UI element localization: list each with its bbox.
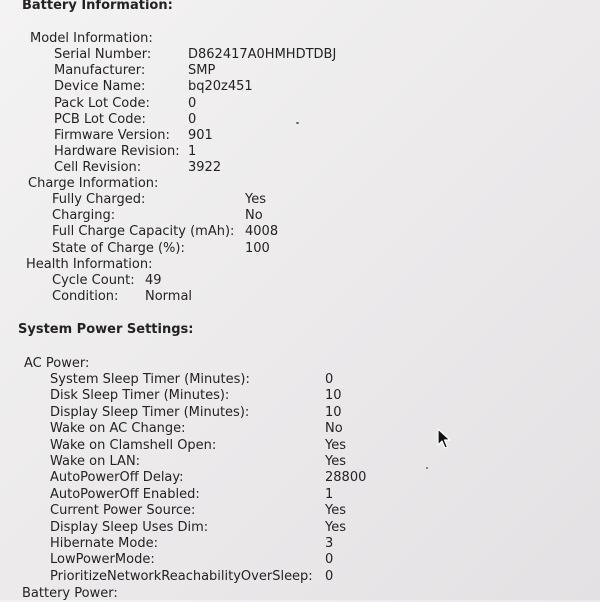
model-row-key: PCB Lot Code: — [54, 111, 146, 127]
charge-row-value: 100 — [245, 240, 270, 256]
model-row-key: Device Name: — [54, 79, 146, 95]
ac-power-row-key: Disk Sleep Timer (Minutes): — [50, 388, 230, 404]
charge-row-value: Yes — [245, 192, 266, 207]
health-row-key: Cycle Count: — [52, 273, 135, 288]
charge-row-value: 4008 — [245, 224, 279, 240]
charge-row-key: Full Charge Capacity (mAh): — [52, 224, 235, 240]
ac-power-row-key: Hibernate Mode: — [50, 536, 158, 551]
model-row-value: 0 — [188, 111, 197, 127]
model-row-value: 901 — [188, 128, 213, 143]
charge-row-key: Charging: — [52, 208, 116, 224]
model-row-key: Pack Lot Code: — [54, 95, 150, 111]
health-row-value: 49 — [145, 273, 162, 288]
screen-speck — [296, 122, 299, 124]
ac-power-row-key: Display Sleep Timer (Minutes): — [50, 404, 250, 420]
battery-information-heading: Battery Information: — [22, 0, 173, 13]
ac-power-row-key: Wake on AC Change: — [50, 421, 186, 437]
ac-power-row-key: AutoPowerOff Enabled: — [50, 486, 200, 502]
model-row-key: Manufacturer: — [54, 63, 146, 79]
model-row-value: 3922 — [188, 160, 222, 176]
model-row-key: Serial Number: — [54, 47, 152, 62]
ac-power-row-value: No — [325, 421, 343, 437]
battery-power-label: Battery Power: — [22, 586, 118, 601]
model-row-value: bq20z451 — [188, 79, 253, 95]
charge-information-label: Charge Information: — [28, 176, 159, 191]
ac-power-row-key: Wake on Clamshell Open: — [50, 437, 217, 453]
ac-power-row-value: Yes — [325, 454, 346, 469]
model-row-key: Firmware Version: — [54, 128, 170, 143]
charge-row-key: State of Charge (%): — [52, 240, 185, 256]
ac-power-row-value: 0 — [325, 552, 334, 568]
ac-power-row-value: 0 — [325, 372, 334, 387]
charge-row-key: Fully Charged: — [52, 192, 146, 207]
model-row-value: D862417A0HMHDTDBJ — [188, 47, 337, 62]
ac-power-row-key: System Sleep Timer (Minutes): — [50, 372, 250, 387]
ac-power-row-value: 0 — [325, 568, 334, 584]
ac-power-row-key: Current Power Source: — [50, 503, 196, 519]
ac-power-label: AC Power: — [24, 356, 90, 371]
mouse-pointer-icon — [436, 428, 452, 450]
ac-power-row-key: AutoPowerOff Delay: — [50, 470, 184, 486]
model-row-value: 0 — [188, 95, 197, 111]
charge-row-value: No — [245, 208, 263, 224]
ac-power-row-value: 3 — [325, 536, 334, 551]
model-row-value: SMP — [188, 63, 216, 79]
model-row-key: Hardware Revision: — [54, 144, 180, 160]
model-row-key: Cell Revision: — [54, 160, 142, 176]
ac-power-row-key: Display Sleep Uses Dim: — [50, 519, 209, 535]
health-information-label: Health Information: — [26, 257, 153, 272]
ac-power-row-value: 28800 — [325, 470, 367, 486]
ac-power-row-key: Wake on LAN: — [50, 454, 141, 469]
ac-power-row-key: PrioritizeNetworkReachabilityOverSleep: — [50, 568, 313, 584]
ac-power-row-value: Yes — [325, 437, 346, 453]
ac-power-row-key: LowPowerMode: — [50, 552, 155, 568]
model-information-label: Model Information: — [30, 31, 153, 46]
ac-power-row-value: 1 — [325, 486, 334, 502]
ac-power-row-value: 10 — [325, 404, 342, 420]
model-row-value: 1 — [188, 144, 197, 160]
ac-power-row-value: 10 — [325, 388, 342, 404]
health-row-value: Normal — [145, 289, 193, 305]
screen-speck — [426, 467, 428, 469]
ac-power-row-value: Yes — [325, 519, 346, 535]
ac-power-row-value: Yes — [325, 503, 346, 519]
health-row-key: Condition: — [52, 289, 119, 305]
system-power-settings-heading: System Power Settings: — [18, 322, 194, 337]
